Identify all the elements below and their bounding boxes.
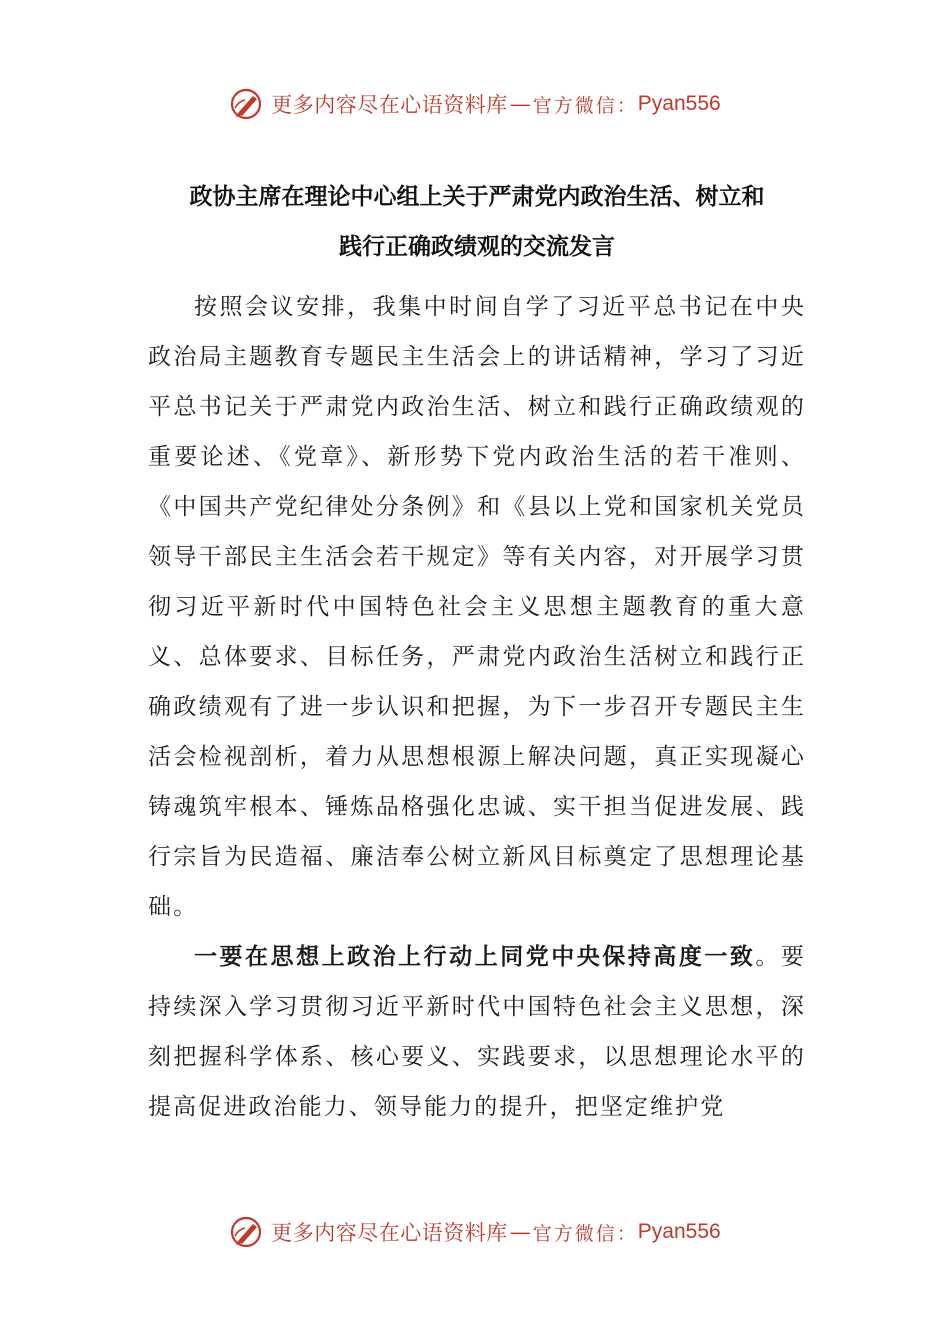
banner-dash: — <box>509 92 531 116</box>
banner-dash: — <box>509 1220 531 1244</box>
banner-wechat-id: Pyan556 <box>637 1220 721 1243</box>
banner-text: 更多内容尽在心语资料库 <box>271 1221 508 1245</box>
paragraph-2-rest: 。要持续深入学习贯彻习近平新时代中国特色社会主义思想，深刻把握科学体系、核心要义、实践要求，以思想理论水平的提高促进政治能力、领导能力的提升，把坚定维护党 <box>148 944 807 1120</box>
banner-wechat-label: 官方微信： <box>532 1222 638 1245</box>
footer-watermark-banner <box>0 1212 950 1252</box>
pen-logo-icon <box>229 1214 265 1250</box>
paragraph-1: 按照会议安排，我集中时间自学了习近平总书记在中央政治局主题教育专题民主生活会上的讲话精神，学习了习近平总书记关于严肃党内政治生活、树立和践行正确政绩观的重要论述、《党章》、新形势下党内政治生活的若干准则、《中国共产党纪律处分条例》和《县以上党和国家机关党员领导干部民主生活会若干规定》等有关内容，对开展学习贯彻习近平新时代中国特色社会主义思想主题教育的重大意义、总体要求、目标任务，严肃党内政治生活树立和践行正确政绩观有了进一步认识和把握，为下一步召开专题民主生活会检视剖析，着力从思想根源上解决问题，真正实现凝心铸魂筑牢根本、锤炼品格强化忠诚、实干担当促进发展、践行宗旨为民造福、廉洁奉公树立新风目标奠定了思想理论基础。 <box>148 294 806 920</box>
title-line-2: 践行正确政绩观的交流发言 <box>339 234 615 260</box>
paragraph-2-lead: 一要在思想上政治上行动上同党中央保持高度一致 <box>194 944 756 970</box>
banner-text: 更多内容尽在心语资料库 <box>271 93 508 117</box>
document-body <box>148 282 806 1132</box>
title-line-1: 政协主席在理论中心组上关于严肃党内政治生活、树立和 <box>189 184 765 210</box>
paragraph-2 <box>148 932 806 1132</box>
document-title <box>148 172 806 272</box>
header-watermark-banner <box>0 84 950 124</box>
banner-wechat-id: Pyan556 <box>637 92 721 115</box>
pen-logo-icon <box>229 86 265 122</box>
banner-wechat-label: 官方微信： <box>532 94 638 117</box>
